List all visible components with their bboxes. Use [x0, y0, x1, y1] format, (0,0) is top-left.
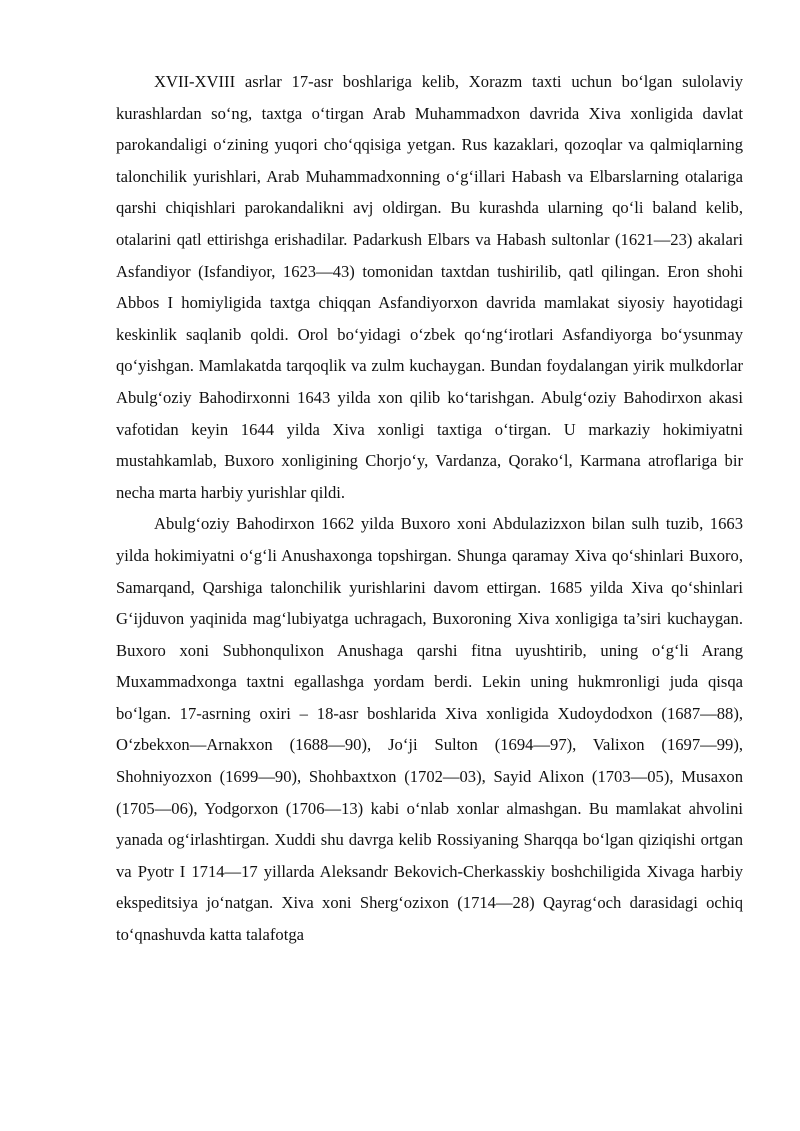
document-page [116, 66, 743, 951]
paragraph-1: XVII-XVIII asrlar 17-asr boshlariga kelib, Xorazm taxti uchun bo‘lgan sulolaviy kurashlardan so‘ng, taxtga o‘tirgan Arab Muhammadxon davrida Xiva xonligida davlat parokandaligi o‘zining yuqori cho‘qqisiga yetgan. Rus kazaklari, qozoqlar va qalmiqlarning talonchilik yurishlari, Arab Muhammadxonning o‘g‘illari Habash va Elbarslarning otalariga qarshi chiqishlari parokandalikni avj oldirgan. Bu kurashda ularning qo‘li baland kelib, otalarini qatl ettirishga erishadilar. Padarkush Elbars va Habash sultonlar (1621—23) akalari Asfandiyor (Isfandiyor, 1623—43) tomonidan taxtdan tushirilib, qatl qilingan. Eron shohi Abbos I homiyligida taxtga chiqqan Asfandiyorxon davrida mamlakat siyosiy hayotidagi keskinlik saqlanib qoldi. Orol bo‘yidagi o‘zbek qo‘ng‘irotlari Asfandiyorga bo‘ysunmay qo‘yishgan. Mamlakatda tarqoqlik va zulm kuchaygan. Bundan foydalangan yirik mulkdorlar Abulg‘oziy Bahodirxonni 1643 yilda xon qilib ko‘tarishgan. Abulg‘oziy Bahodirxon akasi vafotidan keyin 1644 yilda Xiva xonligi taxtiga o‘tirgan. U markaziy hokimiyatni mustahkamlab, Buxoro xonligining Chorjo‘y, Vardanza, Qorako‘l, Karmana atroflariga bir necha marta harbiy yurishlar qildi. [116, 72, 743, 502]
paragraph-2: Abulg‘oziy Bahodirxon 1662 yilda Buxoro xoni Abdulazizxon bilan sulh tuzib, 1663 yilda hokimiyatni o‘g‘li Anushaxonga topshirgan. Shunga qaramay Xiva qo‘shinlari Buxoro, Samarqand, Qarshiga talonchilik yurishlarini davom ettirgan. 1685 yilda Xiva qo‘shinlari G‘ijduvon yaqinida mag‘lubiyatga uchragach, Buxoroning Xiva xonligiga ta’siri kuchaygan. Buxoro xoni Subhonqulixon Anushaga qarshi fitna uyushtirib, uning o‘g‘li Arang Muxammadxonga taxtni egallashga yordam berdi. Lekin uning hukmronligi juda qisqa bo‘lgan. 17-asrning oxiri – 18-asr boshlarida Xiva xonligida Xudoydodxon (1687—88), O‘zbekxon—Arnakxon (1688—90), Jo‘ji Sulton (1694—97), Valixon (1697—99), Shohniyozxon (1699—90), Shohbaxtxon (1702—03), Sayid Alixon (1703—05), Musaxon (1705—06), Yodgorxon (1706—13) kabi o‘nlab xonlar almashgan. Bu mamlakat ahvolini yanada og‘irlashtirgan. Xuddi shu davrga kelib Rossiyaning Sharqqa bo‘lgan qiziqishi ortgan va Pyotr I 1714—17 yillarda Aleksandr Bekovich-Cherkasskiy boshchiligida Xivaga harbiy ekspeditsiya jo‘natgan. Xiva xoni Sherg‘ozixon (1714—28) Qayrag‘och darasidagi ochiq to‘qnashuvda katta talafotga [116, 514, 743, 945]
